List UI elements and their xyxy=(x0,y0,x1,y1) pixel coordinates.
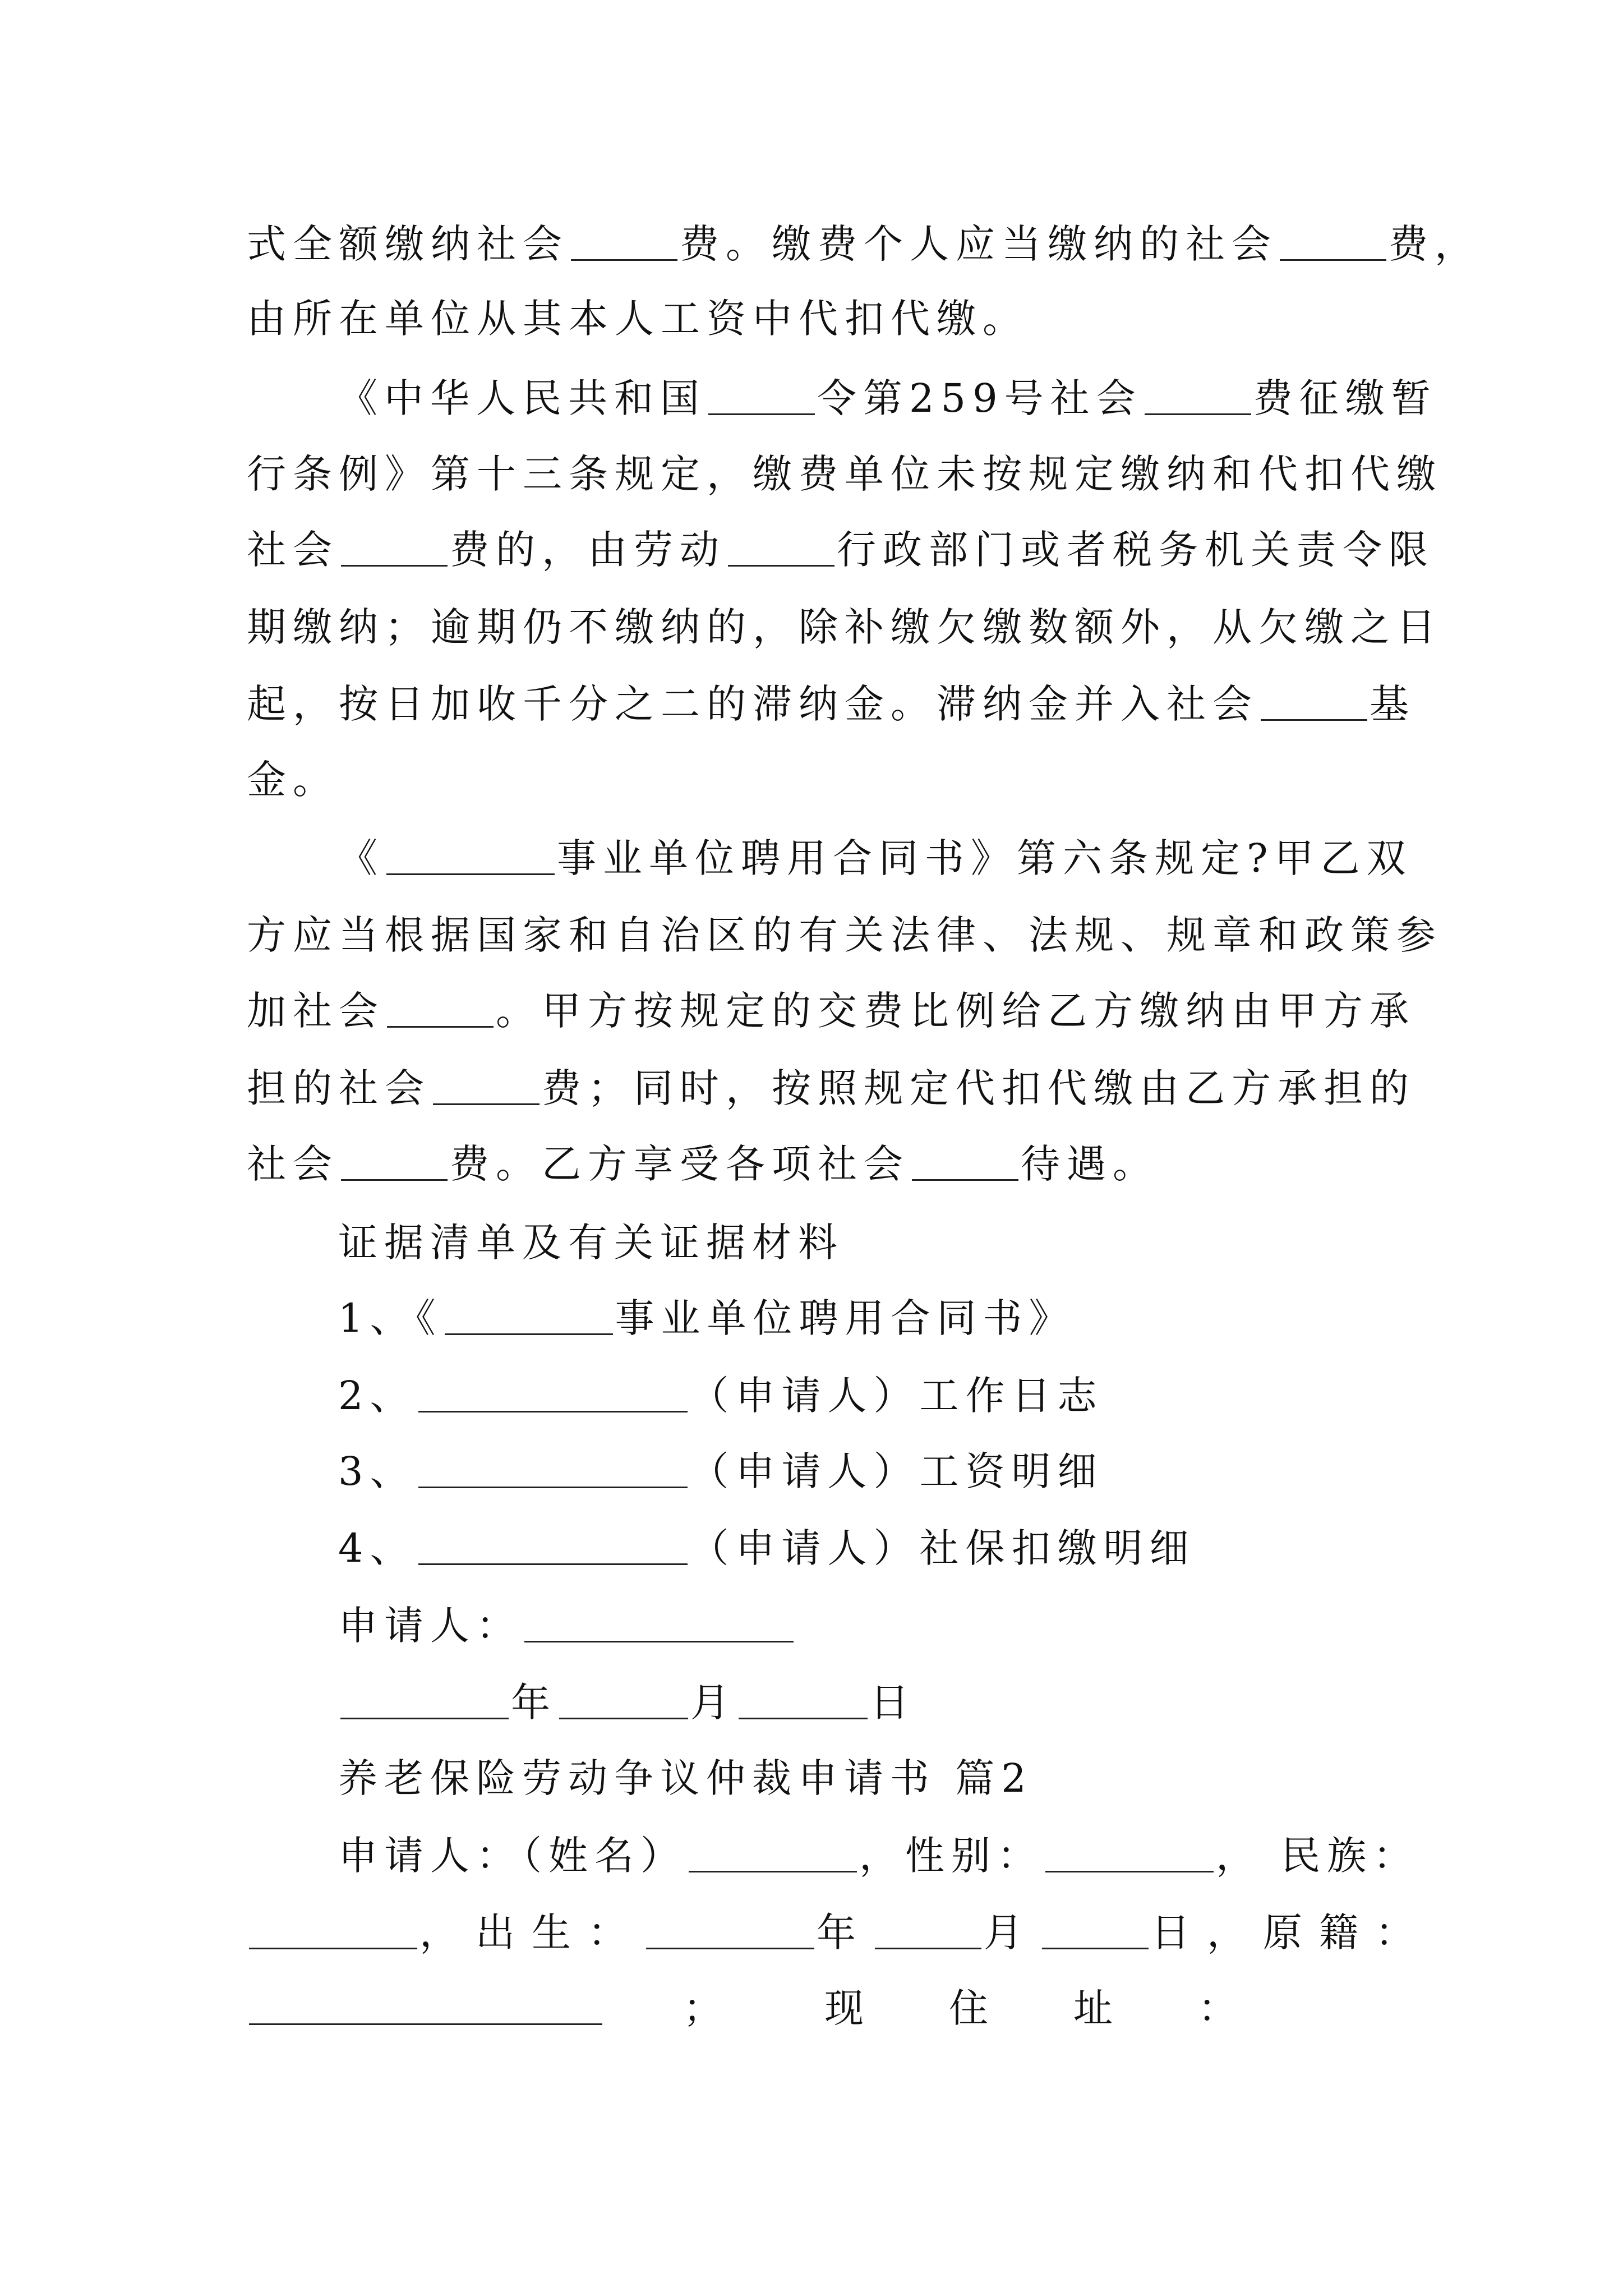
text-run: 费， xyxy=(1389,221,1481,267)
text-run: 证据清单及有关证据材料 xyxy=(338,1220,844,1266)
text-run: （申请人）工资明细 xyxy=(689,1448,1104,1494)
text-run: 《 xyxy=(338,835,384,881)
text-run: 费。缴费个人应当缴纳的社会 xyxy=(680,221,1278,267)
text-run: 基 xyxy=(1370,681,1415,727)
blank-field xyxy=(689,1832,857,1872)
blank-field xyxy=(445,1294,613,1335)
evidence-heading xyxy=(338,1214,1482,1271)
blank-field xyxy=(433,1064,540,1105)
text-run: 费。乙方享受各项社会 xyxy=(450,1141,910,1187)
text-run: 由所在单位从其本人工资中代扣代缴。 xyxy=(247,296,1029,342)
blank-field xyxy=(341,526,448,567)
paragraph-line xyxy=(338,370,1482,426)
text-run: 方应当根据国家和自治区的有关法律、法规、规章和政策参 xyxy=(247,912,1442,958)
paragraph-line xyxy=(247,1060,1415,1116)
blank-field xyxy=(875,1908,981,1949)
blank-field xyxy=(418,1524,688,1565)
blank-field xyxy=(708,374,815,415)
applicant-signature xyxy=(338,1598,1482,1654)
blank-field xyxy=(1145,374,1251,415)
signature-date xyxy=(338,1674,1482,1731)
text-run: ： xyxy=(1198,1985,1244,2031)
text-run: 期缴纳；逾期仍不缴纳的，除补缴欠缴数额外，从欠缴之日 xyxy=(247,604,1442,650)
text-run: 事业单位聘用合同书》 xyxy=(615,1295,1075,1341)
text-run: 现 xyxy=(824,1985,870,2031)
text-run: 行政部门或者税务机关责令限 xyxy=(837,527,1435,573)
blank-field xyxy=(387,987,494,1028)
text-run: ，性别： xyxy=(859,1833,1043,1879)
blank-field xyxy=(728,526,834,567)
text-run: 社会 xyxy=(247,1141,339,1187)
text-run: 日 xyxy=(870,1680,916,1726)
evidence-item xyxy=(338,1443,1482,1499)
blank-field xyxy=(524,1602,794,1642)
paragraph-line xyxy=(247,522,1435,578)
paragraph-line xyxy=(247,752,1391,808)
blank-field xyxy=(912,1140,1018,1181)
paragraph-line xyxy=(247,446,1442,502)
blank-field xyxy=(1042,1908,1149,1949)
blank-field xyxy=(341,1140,448,1181)
blank-field xyxy=(249,1908,417,1949)
paragraph-line xyxy=(247,1904,1431,1961)
text-run: 住 xyxy=(949,1985,995,2031)
text-run: 费；同时，按照规定代扣代缴由乙方承担的 xyxy=(542,1065,1415,1111)
text-run: 式全额缴纳社会 xyxy=(247,221,569,267)
paragraph-line xyxy=(247,676,1415,732)
paragraph-line xyxy=(247,1136,1391,1192)
text-run: 加社会 xyxy=(247,988,385,1034)
text-run: ， 民族： xyxy=(1216,1833,1419,1879)
paragraph-line xyxy=(247,983,1415,1039)
text-run: 月 xyxy=(690,1680,736,1726)
text-run: 令第259号社会 xyxy=(817,375,1142,421)
text-run: 金。 xyxy=(247,757,339,803)
text-run: 申请人： xyxy=(338,1603,522,1649)
text-run: 。甲方按规定的交费比例给乙方缴纳由甲方承 xyxy=(496,988,1415,1034)
text-run: （申请人）工作日志 xyxy=(689,1373,1104,1419)
text-run: 年 xyxy=(817,1910,873,1955)
text-run: 址 xyxy=(1073,1985,1119,2031)
text-run: 年 xyxy=(511,1680,557,1726)
blank-field xyxy=(1280,220,1386,261)
blank-field xyxy=(418,1447,688,1488)
blank-field xyxy=(340,1678,509,1719)
paragraph-line xyxy=(338,1828,1482,1884)
text-run: 《中华人民共和国 xyxy=(338,375,706,421)
text-run: 月 xyxy=(984,1910,1040,1955)
text-run: （申请人）社保扣缴明细 xyxy=(689,1525,1196,1571)
text-run: 3、 xyxy=(338,1448,416,1494)
blank-field xyxy=(1045,1832,1214,1872)
text-run: ，出生： xyxy=(419,1910,644,1955)
text-run: 1、《 xyxy=(338,1295,442,1341)
blank-field xyxy=(571,220,677,261)
blank-field xyxy=(249,1984,602,2025)
text-run: 担的社会 xyxy=(247,1065,431,1111)
blank-field xyxy=(418,1372,688,1412)
evidence-item xyxy=(338,1290,1482,1346)
text-run: 申请人：（姓名） xyxy=(338,1833,686,1879)
paragraph-line xyxy=(247,599,1442,655)
text-run: 日，原籍： xyxy=(1151,1910,1431,1955)
text-run: 事业单位聘用合同书》第六条规定?甲乙双 xyxy=(557,835,1413,881)
text-run: 社会 xyxy=(247,527,339,573)
blank-field xyxy=(646,1908,814,1949)
text-run: 4、 xyxy=(338,1525,416,1571)
text-run: 费的，由劳动 xyxy=(450,527,726,573)
text-run: 2、 xyxy=(338,1373,416,1419)
paragraph-line xyxy=(247,907,1442,963)
evidence-item xyxy=(338,1520,1482,1576)
text-run: 行条例》第十三条规定，缴费单位未按规定缴纳和代扣代缴 xyxy=(247,451,1442,497)
paragraph-line xyxy=(247,291,1391,347)
text-run: 待遇。 xyxy=(1021,1141,1159,1187)
blank-field xyxy=(1261,680,1367,721)
blank-field xyxy=(386,834,555,875)
text-run: 起，按日加收千分之二的滞纳金。滞纳金并入社会 xyxy=(247,681,1258,727)
blank-field xyxy=(739,1678,868,1719)
text-run: 费征缴暂 xyxy=(1253,375,1437,421)
paragraph-line xyxy=(338,830,1482,886)
paragraph-line xyxy=(247,1980,1391,2036)
section-title xyxy=(338,1750,1482,1806)
text-run: 养老保险劳动争议仲裁申请书 篇2 xyxy=(338,1755,1033,1801)
blank-field xyxy=(559,1678,688,1719)
evidence-item xyxy=(338,1368,1482,1424)
text-run: ； xyxy=(683,1985,729,2031)
paragraph-line xyxy=(247,216,1481,272)
